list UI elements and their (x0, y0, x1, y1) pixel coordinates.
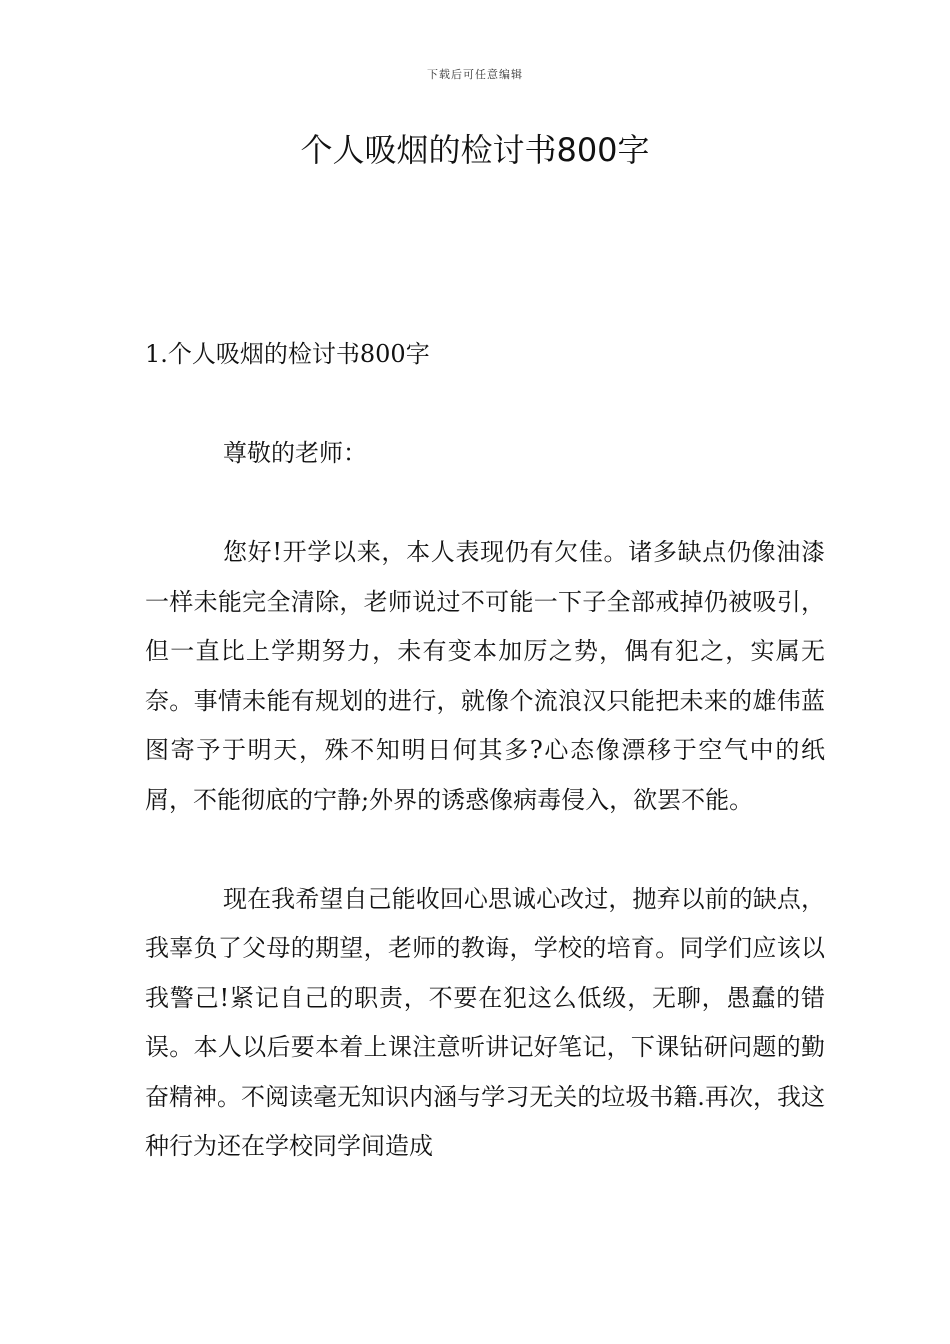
section-heading: 1.个人吸烟的检讨书800字 (145, 340, 430, 368)
header-note: 下载后可任意编辑 (427, 68, 523, 81)
paragraph-2: 现在我希望自己能收回心思诚心改过，抛弃以前的缺点，我辜负了父母的期望，老师的教诲，学校的培育。同学们应该以我警己!紧记自己的职责，不要在犯这么低级，无聊，愚蠢的错误。本人以后要本着上课注意听讲记好笔记，下课钻研问题的勤奋精神。不阅读毫无知识内涵与学习无关的垃圾书籍.再次，我这种行为还在学校同学间造成 (145, 884, 825, 1160)
page-title: 个人吸烟的检讨书800字 (300, 131, 650, 169)
paragraph-1: 您好!开学以来，本人表现仍有欠佳。诸多缺点仍像油漆一样未能完全清除，老师说过不可能一下子全部戒掉仍被吸引，但一直比上学期努力，未有变本加厉之势，偶有犯之，实属无奈。事情未能有规划的进行，就像个流浪汉只能把未来的雄伟蓝图寄予于明天，殊不知明日何其多?心态像漂移于空气中的纸屑，不能彻底的宁静;外界的诱惑像病毒侵入，欲罢不能。 (145, 538, 825, 814)
document-body (145, 330, 825, 1221)
salutation: 尊敬的老师： (223, 439, 367, 467)
